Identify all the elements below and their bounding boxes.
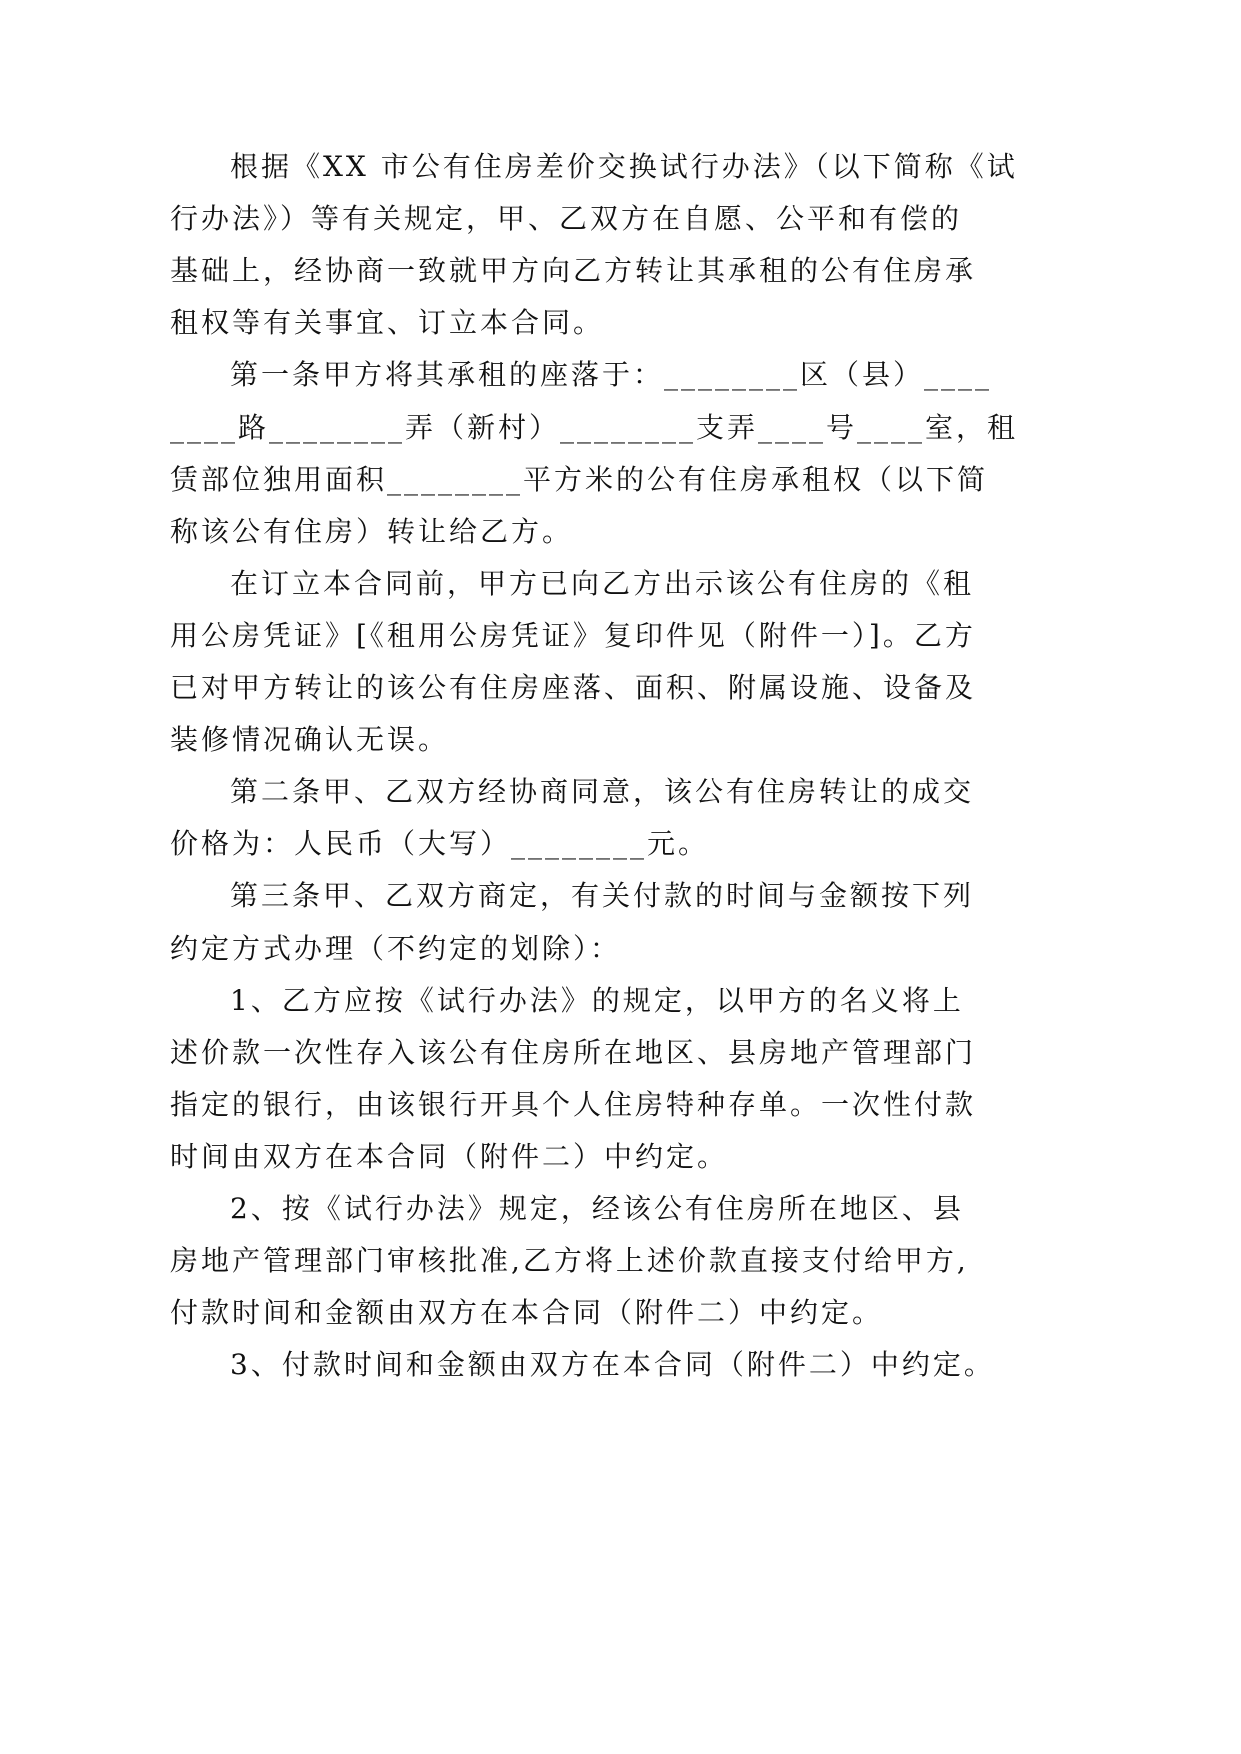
paragraph-line: 称该公有住房）转让给乙方。 bbox=[170, 514, 574, 548]
paragraph-line: 用公房凭证》[《租用公房凭证》复印件见（附件一）]。乙方 bbox=[170, 618, 976, 652]
paragraph-line: 第一条甲方将其承租的座落于：________区（县）____ bbox=[230, 358, 993, 392]
paragraph-line: 第二条甲、乙双方经协商同意，该公有住房转让的成交 bbox=[230, 775, 975, 809]
paragraph-line: 1、乙方应按《试行办法》的规定，以甲方的名义将上 bbox=[230, 983, 964, 1017]
paragraph-line: 行办法》）等有关规定，甲、乙双方在自愿、公平和有偿的 bbox=[170, 202, 963, 236]
paragraph-line: 在订立本合同前，甲方已向乙方出示该公有住房的《租 bbox=[230, 566, 975, 600]
paragraph-line: 租权等有关事宜、订立本合同。 bbox=[170, 306, 605, 340]
paragraph-line: 赁部位独用面积________平方米的公有住房承租权（以下简 bbox=[170, 462, 989, 496]
paragraph-line: 指定的银行，由该银行开具个人住房特种存单。一次性付款 bbox=[170, 1087, 977, 1121]
paragraph-line: 装修情况确认无误。 bbox=[170, 723, 450, 757]
paragraph-line: 2、按《试行办法》规定，经该公有住房所在地区、县 bbox=[230, 1192, 964, 1225]
paragraph-line: 根据《XX 市公有住房差价交换试行办法》（以下简称《试 bbox=[230, 150, 1018, 183]
paragraph-line: 基础上，经协商一致就甲方向乙方转让其承租的公有住房承 bbox=[170, 254, 977, 288]
paragraph-line: 付款时间和金额由双方在本合同（附件二）中约定。 bbox=[170, 1296, 884, 1330]
paragraph-line: 约定方式办理（不约定的划除）： bbox=[170, 931, 622, 965]
paragraph-line: ____路________弄（新村）________支弄____号____室，租 bbox=[170, 410, 1019, 444]
paragraph-line: 第三条甲、乙双方商定，有关付款的时间与金额按下列 bbox=[230, 879, 975, 913]
paragraph-line: 时间由双方在本合同（附件二）中约定。 bbox=[170, 1139, 729, 1173]
paragraph-line: 房地产管理部门审核批准,乙方将上述价款直接支付给甲方, bbox=[170, 1244, 969, 1278]
paragraph-line: 价格为：人民币（大写）________元。 bbox=[170, 827, 710, 861]
paragraph-line: 述价款一次性存入该公有住房所在地区、县房地产管理部门 bbox=[170, 1035, 977, 1069]
paragraph-line: 已对甲方转让的该公有住房座落、面积、附属设施、设备及 bbox=[170, 671, 977, 704]
paragraph-line: 3、付款时间和金额由双方在本合同（附件二）中约定。 bbox=[230, 1348, 995, 1382]
